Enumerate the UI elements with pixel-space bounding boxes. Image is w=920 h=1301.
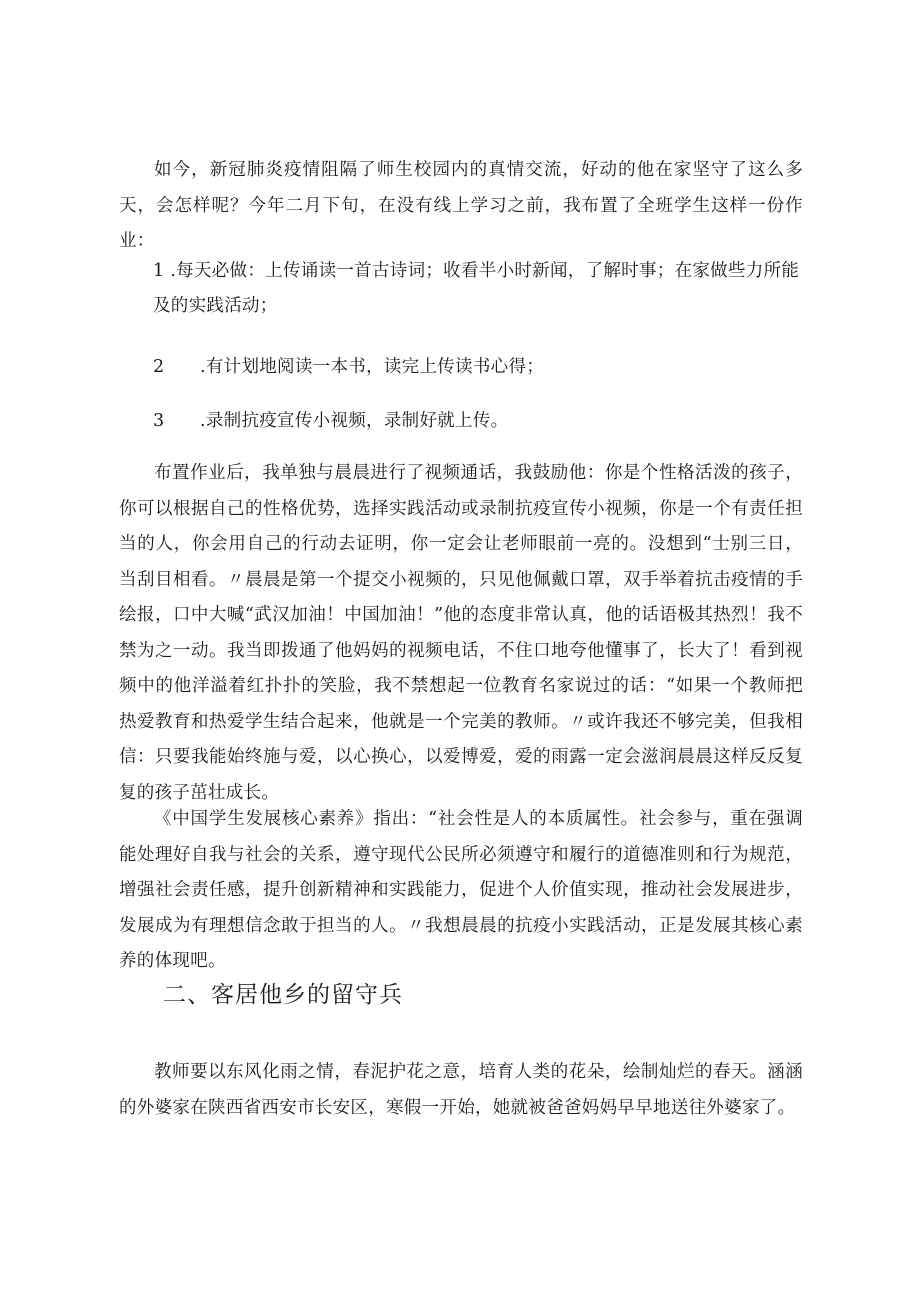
list-item-text: .每天必做：上传诵读一首古诗词；收看半小时新闻，了解时事；在家做些力所能及的实践活动； <box>153 261 800 316</box>
list-item-2 <box>153 350 803 385</box>
list-item-number: 3 <box>153 411 165 431</box>
list-item-3 <box>153 404 803 439</box>
list-item-1 <box>153 254 803 324</box>
section-heading: 二、客居他乡的留守兵 <box>163 982 403 1008</box>
paragraph-intro: 如今，新冠肺炎疫情阻隔了师生校园内的真情交流，好动的他在家坚守了这么多天，会怎样呢？今年二月下旬，在没有线上学习之前，我布置了全班学生这样一份作业： <box>119 160 803 251</box>
list-item-text: .录制抗疫宣传小视频，录制好就上传。 <box>200 411 509 431</box>
paragraph-core-literacy: 《中国学生发展核心素养》指出：“社会性是人的本质属性。社会参与，重在强调能处理好自我与社会的关系，遵守现代公民所必须遵守和履行的道德准则和行为规范，增强社会责任感，提升创新精神和实践能力，促进个人价值实现，推动社会发展进步，发展成为有理想信念敢于担当的人。〃我想晨晨的抗疫小实践活动，正是发展其核心素养的体现吧。 <box>119 809 803 971</box>
list-item-text: .有计划地阅读一本书，读完上传读书心得； <box>200 357 545 377</box>
list-item-number: 2 <box>153 357 165 377</box>
list-item-number: 1 <box>153 261 165 281</box>
paragraph-video-call: 布置作业后，我单独与晨晨进行了视频通话，我鼓励他：你是个性格活泼的孩子，你可以根据自己的性格优势，选择实践活动或录制抗疫宣传小视频，你是一个有责任担当的人，你会用自己的行动去证明，你一定会让老师眼前一亮的。没想到“士别三日，当刮目相看。〃晨晨是第一个提交小视频的，只见他佩戴口罩，双手举着抗击疫情的手绘报，口中大喊“武汉加油！中国加油！”他的态度非常认真，他的话语极其热烈！我不禁为之一动。我当即拨通了他妈妈的视频电话，不住口地夸他懂事了，长大了！看到视频中的他洋溢着红扑扑的笑脸，我不禁想起一位教育名家说过的话：“如果一个教师把热爱教育和热爱学生结合起来，他就是一个完美的教师。〃或许我还不够完美，但我相信：只要我能始终施与爱，以心换心，以爱博爱，爱的雨露一定会滋润晨晨这样反反复复的孩子茁壮成长。 <box>119 463 803 803</box>
paragraph-teacher: 教师要以东风化雨之情，春泥护花之意，培育人类的花朵，绘制灿烂的春天。涵涵的外婆家在陕西省西安市长安区，寒假一开始，她就被爸爸妈妈早早地送往外婆家了。 <box>119 1062 803 1118</box>
